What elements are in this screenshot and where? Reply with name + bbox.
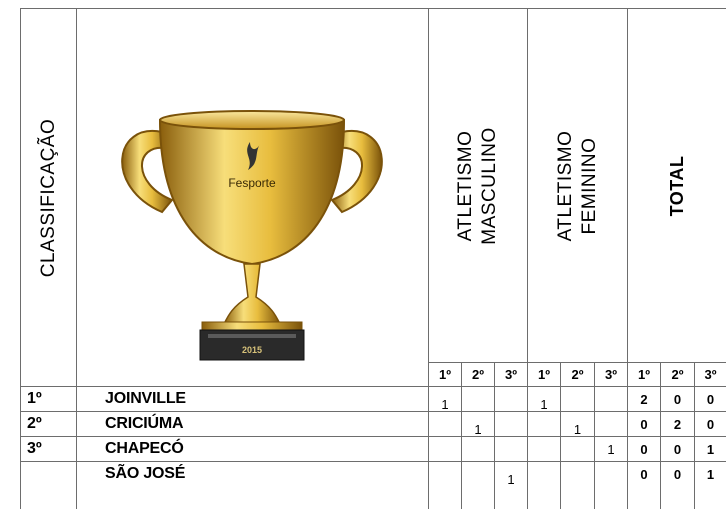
row-4-total-1: 0: [640, 466, 648, 482]
athletics-male-line-1: ATLETISMO: [455, 130, 476, 241]
athletics-female-header-cell: [528, 9, 627, 362]
row-1-total-3: 0: [706, 391, 715, 407]
row-4-city: SÃO JOSÉ: [105, 465, 186, 482]
row-3-female-1: [528, 442, 560, 466]
row-1-city: JOINVILLE: [105, 390, 186, 407]
row-4-total-2: 0: [673, 466, 682, 482]
row-2-total-2: 2: [673, 416, 682, 432]
row-2-city: CRICIÚMA: [105, 415, 184, 432]
trophy-icon: [104, 92, 400, 362]
row-4-male-3: 1: [507, 471, 515, 487]
total-header-cell: [628, 9, 726, 362]
athletics-male-header-cell: [429, 9, 527, 362]
subheader-female-1: 1º: [538, 367, 550, 382]
athletics-male-header: [454, 127, 502, 244]
row-3-city: CHAPECÓ: [105, 440, 184, 457]
row-3-total-3: 1: [706, 441, 715, 457]
row-2-male-3: [495, 417, 527, 441]
row-3-position: 3º: [27, 440, 42, 457]
row-2-female-2: 1: [573, 421, 582, 437]
row-3-total-1: 0: [640, 441, 648, 457]
subheader-male-2: 2º: [472, 367, 484, 382]
row-2-position: 2º: [27, 415, 42, 432]
subheader-total-1: 1º: [638, 367, 650, 382]
row-2-total-3: 0: [706, 416, 715, 432]
row-1-total-1: 2: [640, 391, 648, 407]
row-3-male-1: [429, 442, 461, 466]
classification-header-cell: [21, 9, 76, 386]
total-header: TOTAL: [667, 155, 687, 216]
classification-header: CLASSIFICAÇÃO: [37, 118, 59, 277]
row-1-female-2: [561, 392, 594, 416]
row-3-total-2: 0: [673, 441, 682, 457]
row-1-male-1: 1: [441, 396, 449, 412]
athletics-female-header: [554, 130, 602, 241]
subheader-male-1: 1º: [439, 367, 451, 382]
subheader-total-3: 3º: [704, 367, 717, 382]
row-2-total-1: 0: [640, 416, 648, 432]
row-1-male-3: [495, 392, 527, 416]
trophy-year-label: 2015: [241, 345, 263, 355]
row-3-female-2: [561, 442, 594, 466]
subheader-female-2: 2º: [571, 367, 584, 382]
subheader-male-3: 3º: [505, 367, 517, 382]
subheader-female-3: 3º: [605, 367, 617, 382]
subheader-total-2: 2º: [671, 367, 684, 382]
row-4-female-3: [595, 467, 627, 491]
row-1-total-2: 0: [673, 391, 682, 407]
row-4-total-3: 1: [706, 466, 715, 482]
row-3-female-3: 1: [607, 441, 615, 457]
row-2-male-2: 1: [474, 421, 482, 437]
trophy-brand-label: Fesporte: [228, 176, 276, 190]
trophy-image: [104, 92, 400, 362]
row-4-female-1: [528, 467, 560, 491]
row-3-male-2: [462, 442, 494, 466]
row-4-position: [21, 462, 76, 486]
athletics-female-line-2: FEMININO: [578, 137, 600, 234]
row-1-position: 1º: [27, 390, 42, 407]
row-3-male-3: [495, 442, 527, 466]
row-4-male-2: [462, 467, 494, 491]
row-1-female-1: 1: [540, 396, 548, 412]
row-2-male-1: [429, 417, 461, 441]
athletics-male-line-2: MASCULINO: [479, 126, 500, 245]
row-4-female-2: [561, 467, 594, 491]
row-1-female-3: [595, 392, 627, 416]
athletics-female-line-1: ATLETISMO: [554, 130, 576, 241]
row-4-male-1: [429, 467, 461, 491]
row-1-male-2: [462, 392, 494, 416]
row-2-female-1: [528, 417, 560, 441]
